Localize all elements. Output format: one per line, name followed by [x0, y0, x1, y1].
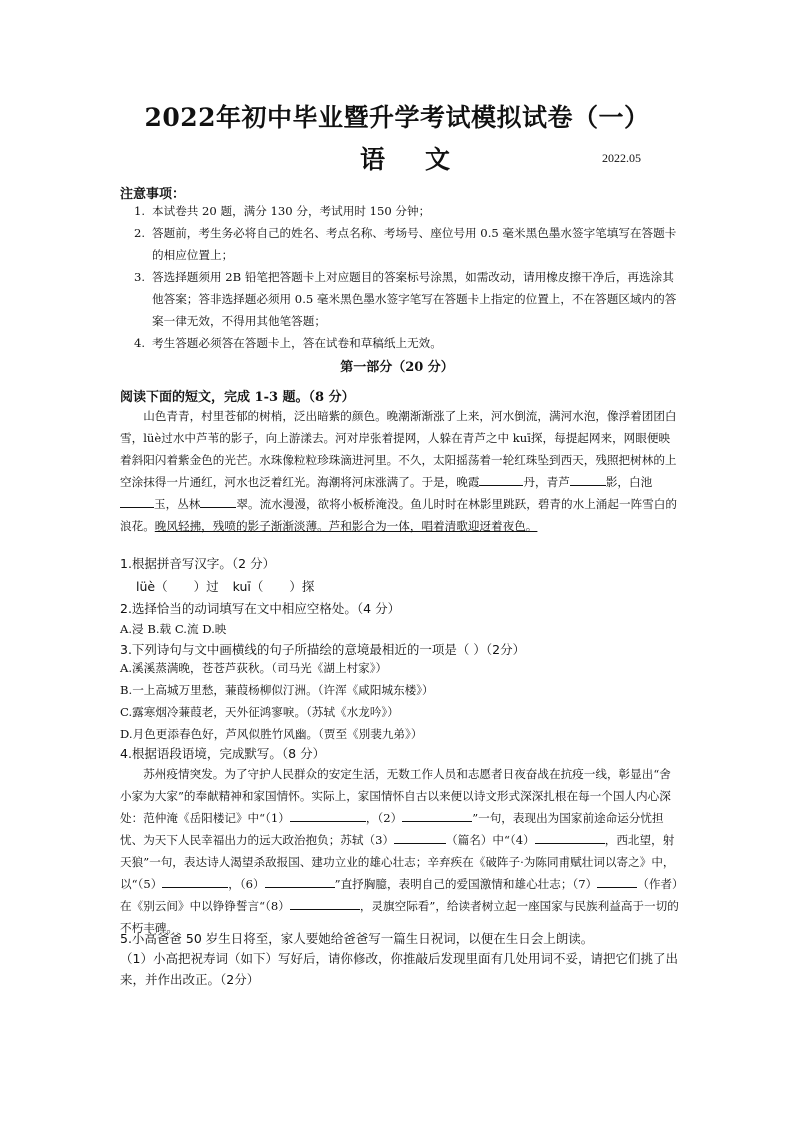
- dictation-passage: [120, 763, 680, 939]
- dictation-blank-2[interactable]: [402, 807, 472, 822]
- question-1: 1.根据拼音写汉字。（2 分）: [120, 556, 276, 571]
- pinyin-label: kuī（: [232, 579, 264, 594]
- dictation-blank-6[interactable]: [265, 873, 335, 888]
- answer-slot-2[interactable]: [263, 577, 289, 591]
- pinyin-line: [136, 577, 314, 595]
- passage-text: ”一句，表现出为国家前途命运分忧担忧、为天下人民幸福出力的远大政治抱负；苏轼（3）: [120, 811, 664, 847]
- passage-text: ，（2）: [365, 811, 403, 825]
- notice-list: [120, 200, 680, 354]
- answer-slot-1[interactable]: [168, 577, 194, 591]
- option-d: D.月色更添春色好，芦风似胜竹风幽。（贾至《別裴九弟》）: [120, 727, 423, 741]
- passage-text: （作者）在《别云间》中以铮铮誓言“（8）: [120, 877, 678, 913]
- notice-item-number: 1.: [134, 204, 146, 218]
- notice-item: [120, 332, 680, 354]
- notice-item-text: 考生答题必须答在答题卡上，答在试卷和草稿纸上无效。: [152, 336, 442, 350]
- passage-text: ”直抒胸臆，表明自己的爱国激情和雄心壮志；（7）: [334, 877, 598, 891]
- fill-blank-1[interactable]: [479, 471, 523, 486]
- option-b: B.一上高城万里愁，蒹葭杨柳似汀洲。（许浑《咸阳城东楼》）: [120, 683, 434, 697]
- passage-text: 山色青青，村里苍郁的树梢，泛出暗紫的颜色。晚潮渐渐涨了上来，河水倒流，满河水泡，像浮着团团白雪，lüè过水中芦苇的影子，向上游漾去。河对岸张着提网，人躲在青芦之中 kuī探，每提起网来，网眼便映着斜阳闪着紫金色的光芒。水珠像粒粒珍珠滴进河里。不久，太阳摇荡着一轮红珠坠到西天，残照把树林的上空涂抹得一片通红，河水也泛着红光。海潮将河床涨满了。于是，晚霞: [120, 409, 677, 489]
- dictation-blank-8[interactable]: [290, 895, 360, 910]
- notice-item-number: 4.: [134, 336, 146, 350]
- question-5: 5.小高爸爸 50 岁生日将至，家人要她给爸爸写一篇生日祝词，以便在生日会上朗读。: [120, 931, 594, 946]
- notice-item-number: 3.: [134, 270, 146, 284]
- option-a: A.溪溪蒸满晚，苍苍芦荻秋。（司马光《湖上村家》）: [120, 661, 388, 675]
- passage-text: ，灵旗空际看”，给读者树立起一座国家与民族利益高于一切的不朽丰碑。: [120, 899, 679, 935]
- pinyin-text: ）过: [193, 579, 219, 594]
- dictation-blank-3[interactable]: [394, 829, 446, 844]
- notice-heading: 注意事项：: [120, 187, 186, 202]
- reading-instruction: 阅读下面的短文，完成 1-3 题。（8 分）: [120, 390, 355, 405]
- subject-title: 语文: [360, 145, 491, 174]
- part-one-heading: 第一部分（20 分）: [340, 360, 454, 375]
- notice-item-text: 答题前，考生务必将自己的姓名、考点名称、考场号、座位号用 0.5 毫米黑色墨水签字笔填写在答题卡的相应位置上；: [152, 226, 677, 262]
- dictation-blank-7[interactable]: [597, 873, 637, 888]
- passage-text: 丹，青芦: [523, 475, 570, 489]
- pinyin-text: ）探: [289, 579, 315, 594]
- exam-date: 2022.05: [602, 151, 641, 165]
- fill-blank-2[interactable]: [570, 471, 606, 486]
- dictation-blank-4[interactable]: [535, 829, 605, 844]
- reading-passage: [120, 405, 680, 537]
- underlined-sentence: 晚风轻拂，残喷的影子渐渐淡薄。芦和影合为一体，唱着清歌迎迓着夜色。: [154, 519, 538, 533]
- notice-item-text: 答选择题须用 2B 铅笔把答题卡上对应题目的答案标号涂黑，如需改动，请用橡皮擦干净后，再选涂其他答案；答非选择题必须用 0.5 毫米黑色墨水签字笔写在答题卡上指定的位置上，不在答题区域内的答案一律无效，不得用其他笔答题；: [152, 270, 677, 328]
- passage-text: 玉，丛林: [154, 497, 201, 511]
- passage-text: 翠。流水漫漫，欲将小板桥淹没。鱼儿时时在林影里跳跃，碧青的水上涌起一阵雪白的浪花。: [120, 497, 677, 533]
- question-2: 2.选择恰当的动词填写在文中相应空格处。（4 分）: [120, 601, 401, 616]
- question-2-options: A.浸 B.载 C.流 D.映: [120, 622, 227, 636]
- notice-item-text: 本试卷共 20 题，满分 130 分，考试用时 150 分钟；: [152, 204, 431, 218]
- fill-blank-3[interactable]: [120, 493, 154, 508]
- notice-item: [120, 266, 680, 332]
- notice-item: [120, 200, 680, 222]
- notice-item: [120, 222, 680, 266]
- passage-text: ，西北望，射天狼”一句，表达诗人渴望杀敌报国、建功立业的雄心壮志；辛弃疾在《破阵子·为陈同甫赋壮词以寄之》中，以“（5）: [120, 833, 675, 891]
- option-c: C.露寒烟冷蒹葭老，天外征鸿寥唳。（苏轼《水龙吟》）: [120, 705, 399, 719]
- question-5-sub-1: （1）小高把祝寿词（如下）写好后，请你修改，你推敲后发现里面有几处用词不妥，请把它们挑了出来，并作出改正。（2分）: [120, 951, 678, 987]
- passage-text: 苏州疫情突发。为了守护人民群众的安定生活，无数工作人员和志愿者日夜奋战在抗疫一线，彰显出“舍小家为大家”的奉献精神和家国情怀。实际上，家国情怀自古以来便以诗文形式深深扎根在每一个国人内心深处：范仲淹《岳阳楼记》中“（1）: [120, 767, 671, 825]
- passage-text: 影，白池: [605, 475, 653, 489]
- question-3: 3.下列诗句与文中画横线的句子所描绘的意境最相近的一项是（ ）（2分）: [120, 642, 526, 657]
- exam-title: 2022年初中毕业暨升学考试模拟试卷（一）: [144, 103, 650, 132]
- pinyin-label: lüè（: [136, 579, 168, 594]
- question-4: 4.根据语段语境，完成默写。（8 分）: [120, 746, 326, 761]
- dictation-blank-1[interactable]: [290, 807, 366, 822]
- passage-text: （篇名）中“（4）: [446, 833, 535, 847]
- passage-text: ，（6）: [228, 877, 265, 891]
- dictation-blank-5[interactable]: [162, 873, 228, 888]
- notice-item-number: 2.: [134, 226, 146, 240]
- fill-blank-4[interactable]: [200, 493, 236, 508]
